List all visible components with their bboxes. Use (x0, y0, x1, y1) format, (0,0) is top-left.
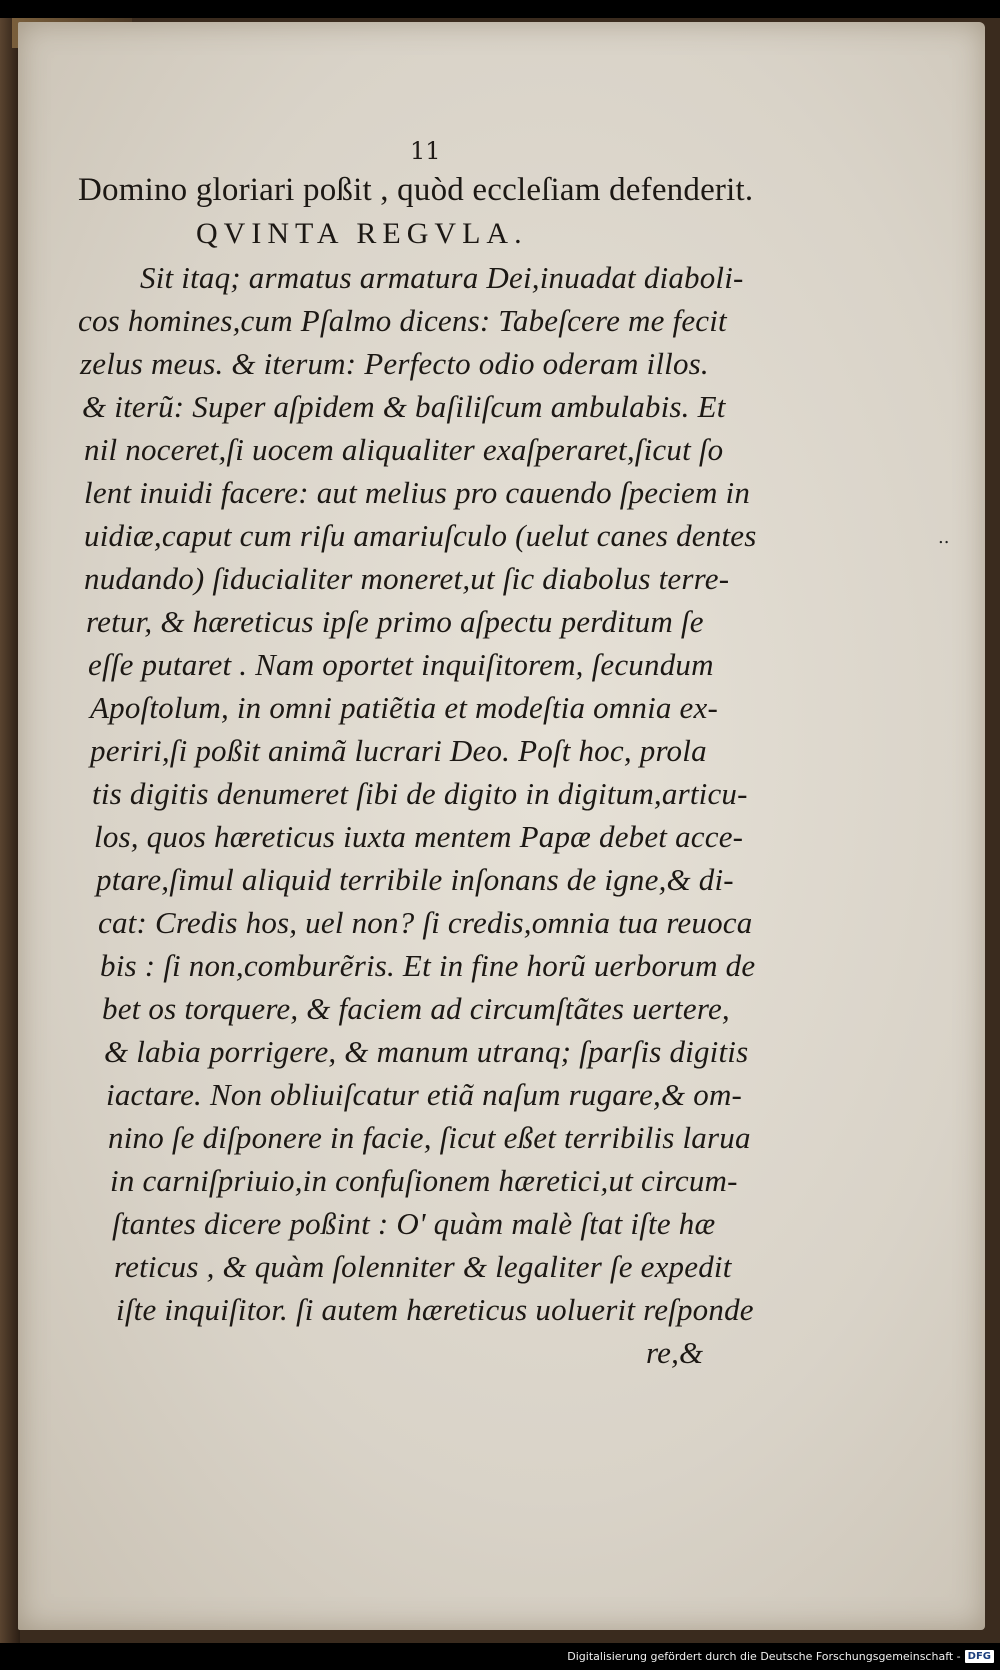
text-line-6: nil noceret,ſi uocem aliqualiter exaſperaret,ſicut ſo (84, 432, 724, 467)
text-line-8: uidiæ,caput cum riſu amariuſculo (uelut canes dentes (84, 518, 757, 553)
digitization-footer (567, 1650, 994, 1663)
text-line-15: los, quos hæreticus iuxta mentem Papæ debet acce- (94, 819, 744, 854)
text-line-5: & iterũ: Super aſpidem & baſiliſcum ambulabis. Et (82, 389, 726, 424)
text-line-23: in carniſpriuio,in confuſionem hæretici,ut circum- (110, 1163, 738, 1198)
text-line-14: tis digitis denumeret ſibi de digito in digitum,articu- (92, 776, 748, 811)
section-heading: QVINTA REGVLA. (196, 217, 528, 250)
text-line-20: & labia porrigere, & manum utranq; ſparſis digitis (104, 1034, 749, 1069)
text-line-12: Apoſtolum, in omni patiẽtia et modeſtia omnia ex- (90, 690, 718, 725)
text-line-1: Domino gloriari poßit , quòd eccleſiam defenderit. (78, 172, 754, 208)
text-line-3: cos homines,cum Pſalmo dicens: Tabeſcere me fecit (78, 303, 727, 338)
text-line-21: iactare. Non obliuiſcatur etiã naſum rugare,& om- (106, 1077, 743, 1112)
book-page (18, 22, 985, 1630)
footer-credit: Digitalisierung gefördert durch die Deutsche Forschungsgemeinschaft - (567, 1650, 961, 1663)
left-page-edge (0, 18, 20, 1643)
text-line-4: zelus meus. & iterum: Perfecto odio oderam illos. (80, 346, 709, 381)
text-line-27: re,& (646, 1335, 704, 1370)
text-line-24: ſtantes dicere poßint : O' quàm malè ſtat iſte hæ (112, 1206, 716, 1241)
margin-marks: .. (938, 527, 950, 548)
text-line-18: bis : ſi non,comburẽris. Et in fine horũ uerborum de (100, 948, 756, 983)
text-line-16: ptare,ſimul aliquid terribile inſonans de igne,& di- (96, 862, 734, 897)
text-line-22: nino ſe diſponere in facie, ſicut eßet terribilis larua (108, 1120, 751, 1155)
text-line-2: Sit itaq; armatus armatura Dei,inuadat diaboli- (140, 260, 744, 295)
page-number: 11 (410, 137, 441, 165)
page-content (18, 22, 985, 1630)
text-line-11: eſſe putaret . Nam oportet inquiſitorem, ſecundum (88, 647, 714, 682)
text-line-13: periri,ſi poßit animã lucrari Deo. Poſt hoc, prola (90, 733, 707, 768)
text-line-19: bet os torquere, & faciem ad circumſtãtes uertere, (102, 991, 730, 1026)
text-line-17: cat: Credis hos, uel non? ſi credis,omnia tua reuoca (98, 905, 753, 940)
text-line-7: lent inuidi facere: aut melius pro cauendo ſpeciem in (84, 475, 751, 510)
text-line-9: nudando) ſiducialiter moneret,ut ſic diabolus terre- (84, 561, 730, 596)
text-line-10: retur, & hæreticus ipſe primo aſpectu perditum ſe (86, 604, 704, 639)
text-line-26: iſte inquiſitor. ſi autem hæreticus uoluerit reſponde (116, 1292, 754, 1327)
text-line-25: reticus , & quàm ſolenniter & legaliter ſe expedit (114, 1249, 732, 1284)
dfg-logo: DFG (965, 1650, 994, 1663)
